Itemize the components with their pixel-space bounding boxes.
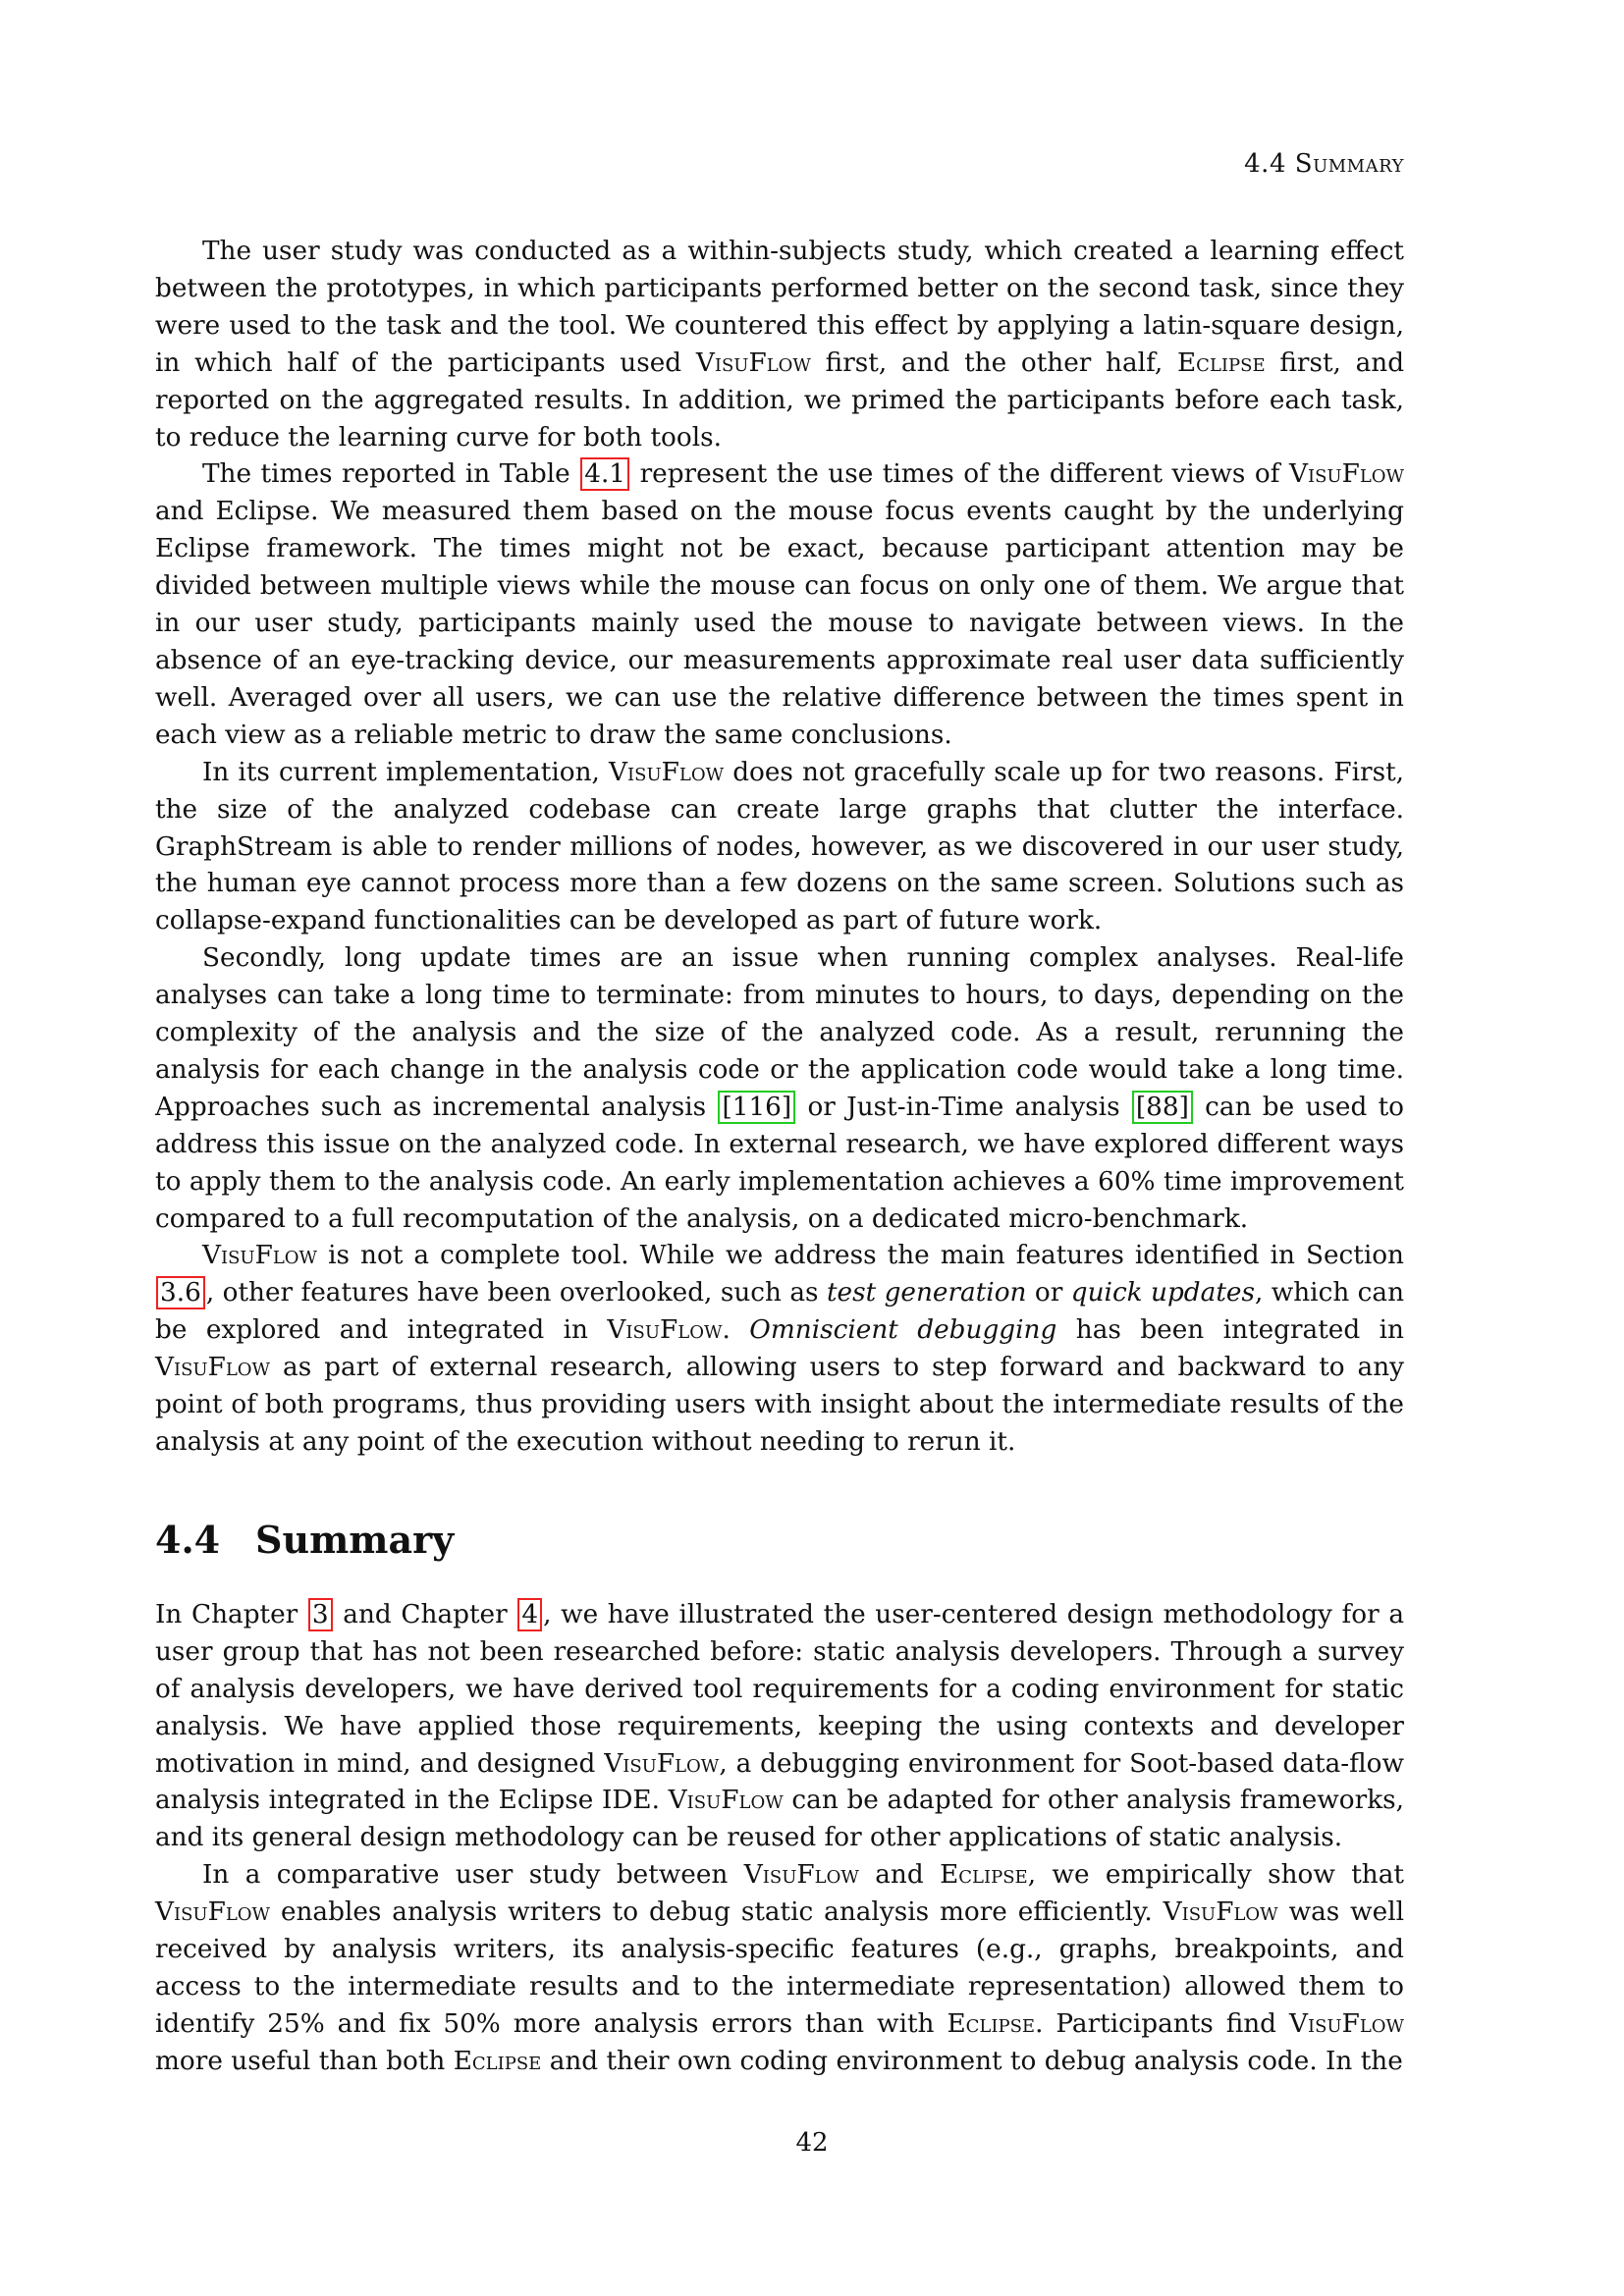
text-span: first, and reported on the aggregated results. In addition, we primed the participants before each task, to reduce the learning curve for both tools. [155, 347, 1405, 453]
text-span: and Eclipse. We measured them based on the mouse focus events caught by the underlying Eclipse framework. The times might not be exact, because participant attention may be divided between multiple views while the mouse can focus on only one of them. We argue that in our user study, participants mainly used the mouse to navigate between views. In the absence of an eye-tracking device, our measurements approximate real user data sufficiently well. Averaged over all users, we can use the relative difference between the times spent in each view as a reliable metric to draw the same conclusions. [155, 497, 1404, 750]
text-span: represent the use times of the different views of [639, 459, 1280, 490]
running-header [1244, 149, 1404, 179]
text-span: first, and the other half, [825, 347, 1164, 378]
section-heading [155, 1517, 1404, 1564]
text-span: The user study was conducted as a within-subjects study, which created a learning effect between the prototypes, in which participants performed better on the second task, since they were used to the task and the tool. We countered this effect by applying a latin-square design, in which half of the participants used [155, 237, 1404, 378]
text-span: as part of external research, allowing users to step forward and backward to any point of both programs, thus providing users with insight about the intermediate results of the analysis at any point of the execution without needing to rerun it. [155, 1353, 1405, 1457]
text-span: and their own coding environment to debug analysis code. In the [549, 2046, 1403, 2076]
section-number: 4.4 [155, 1517, 221, 1562]
text-span: In Chapter [155, 1599, 298, 1629]
text-span: , which can be explored and integrated in [155, 1278, 1405, 1346]
visuflow-name: VisuFlow [695, 347, 811, 378]
visuflow-name: VisuFlow [1288, 459, 1405, 490]
section-reference-link[interactable]: 3.6 [156, 1276, 205, 1309]
text-span: In its current implementation, [202, 757, 600, 787]
text-span: or [1034, 1278, 1063, 1308]
eclipse-name: Eclipse [1176, 347, 1266, 378]
text-span: is not a complete tool. While we address the main features identified in Section [328, 1241, 1404, 1271]
visuflow-name: VisuFlow [202, 1241, 318, 1271]
table-reference-link[interactable]: 4.1 [580, 457, 629, 491]
paragraph-summary-methodology [155, 1597, 1404, 1857]
paragraph-user-study-design [155, 234, 1404, 456]
eclipse-name: Eclipse [947, 2008, 1036, 2039]
text-span: more useful than both [155, 2046, 446, 2076]
emphasis: quick updates [1070, 1278, 1255, 1308]
text-span: , we empirically show that [1027, 1860, 1404, 1891]
visuflow-name: VisuFlow [609, 757, 725, 787]
text-span: can be adapted for other analysis frameworks, and its general design methodology can be reused for other applications of static analysis. [155, 1786, 1404, 1853]
eclipse-name: Eclipse [453, 2046, 542, 2076]
running-header-number: 4.4 [1244, 149, 1286, 179]
page-number: 42 [795, 2128, 829, 2158]
text-span: and Chapter [343, 1599, 508, 1629]
citation-link[interactable]: [116] [718, 1091, 795, 1124]
running-header-title: Summary [1294, 149, 1404, 179]
visuflow-name: VisuFlow [155, 1353, 271, 1383]
paragraph-limitations [155, 1238, 1404, 1461]
text-span: was well received by analysis writers, its analysis-specific features (e.g., graphs, breakpoints, and access to the intermediate results and to the intermediate representation) allowed them to identify 25% and fix 50% more analysis errors than with [155, 1897, 1405, 2039]
paragraph-view-times [155, 456, 1404, 754]
text-span: has been integrated in [1075, 1315, 1404, 1346]
text-span: , a debugging environment for Soot-based data-flow analysis integrated in the Eclipse IDE. [155, 1748, 1405, 1816]
text-span: does not gracefully scale up for two reasons. First, the size of the analyzed codebase can create large graphs that clutter the interface. GraphStream is able to render millions of nodes, however, as we discovered in our user study, the human eye cannot process more than a few dozens on the same screen. Solutions such as collapse-expand functionalities can be developed as part of future work. [155, 757, 1405, 936]
body-text [155, 234, 1404, 2081]
text-span: . [722, 1315, 731, 1346]
emphasis: Omniscient debugging [749, 1315, 1057, 1346]
visuflow-name: VisuFlow [607, 1315, 723, 1346]
chapter-reference-link[interactable]: 3 [308, 1598, 333, 1631]
paragraph-scalability [155, 755, 1404, 941]
text-span: Secondly, long update times are an issue when running complex analyses. Real-life analyses can take a long time to terminate: from minutes to hours, to days, depending on the complexity of the analysis and the size of the analyzed code. As a result, rerunning the analysis for each change in the analysis code or the application code would take a long time. Approaches such as incremental analysis [155, 943, 1404, 1122]
text-span: , other features have been overlooked, such as [205, 1278, 819, 1308]
text-span: can be used to address this issue on the analyzed code. In external research, we have explored different ways to apply them to the analysis code. An early implementation achieves a 60% time improvement compared to a full recomputation of the analysis, on a dedicated micro-benchmark. [155, 1092, 1405, 1234]
eclipse-name: Eclipse [940, 1860, 1028, 1891]
visuflow-name: VisuFlow [604, 1748, 720, 1779]
visuflow-name: VisuFlow [1288, 2008, 1405, 2039]
visuflow-name: VisuFlow [1163, 1897, 1278, 1928]
paragraph-summary-results [155, 1857, 1404, 2080]
citation-link[interactable]: [88] [1132, 1091, 1193, 1124]
section-title: Summary [255, 1517, 455, 1562]
text-span: The times reported in Table [202, 459, 570, 490]
text-span: , we have illustrated the user-centered design methodology for a user group that has not been researched before: static analysis developers. Through a survey of analysis developers, we have derived tool requirements for a coding environment for static analysis. We have applied those requirements, keeping the using contexts and developer motivation in mind, and designed [155, 1599, 1405, 1779]
emphasis: test generation [826, 1278, 1027, 1308]
chapter-reference-link[interactable]: 4 [517, 1598, 542, 1631]
text-span: or Just-in-Time analysis [807, 1092, 1120, 1122]
visuflow-name: VisuFlow [668, 1786, 784, 1816]
text-span: In a comparative user study between [202, 1860, 729, 1891]
text-span: and [875, 1860, 924, 1891]
visuflow-name: VisuFlow [743, 1860, 859, 1891]
text-span: enables analysis writers to debug static analysis more efficiently. [280, 1897, 1153, 1928]
text-span: . Participants find [1035, 2008, 1277, 2039]
visuflow-name: VisuFlow [155, 1897, 271, 1928]
paragraph-update-times [155, 940, 1404, 1238]
